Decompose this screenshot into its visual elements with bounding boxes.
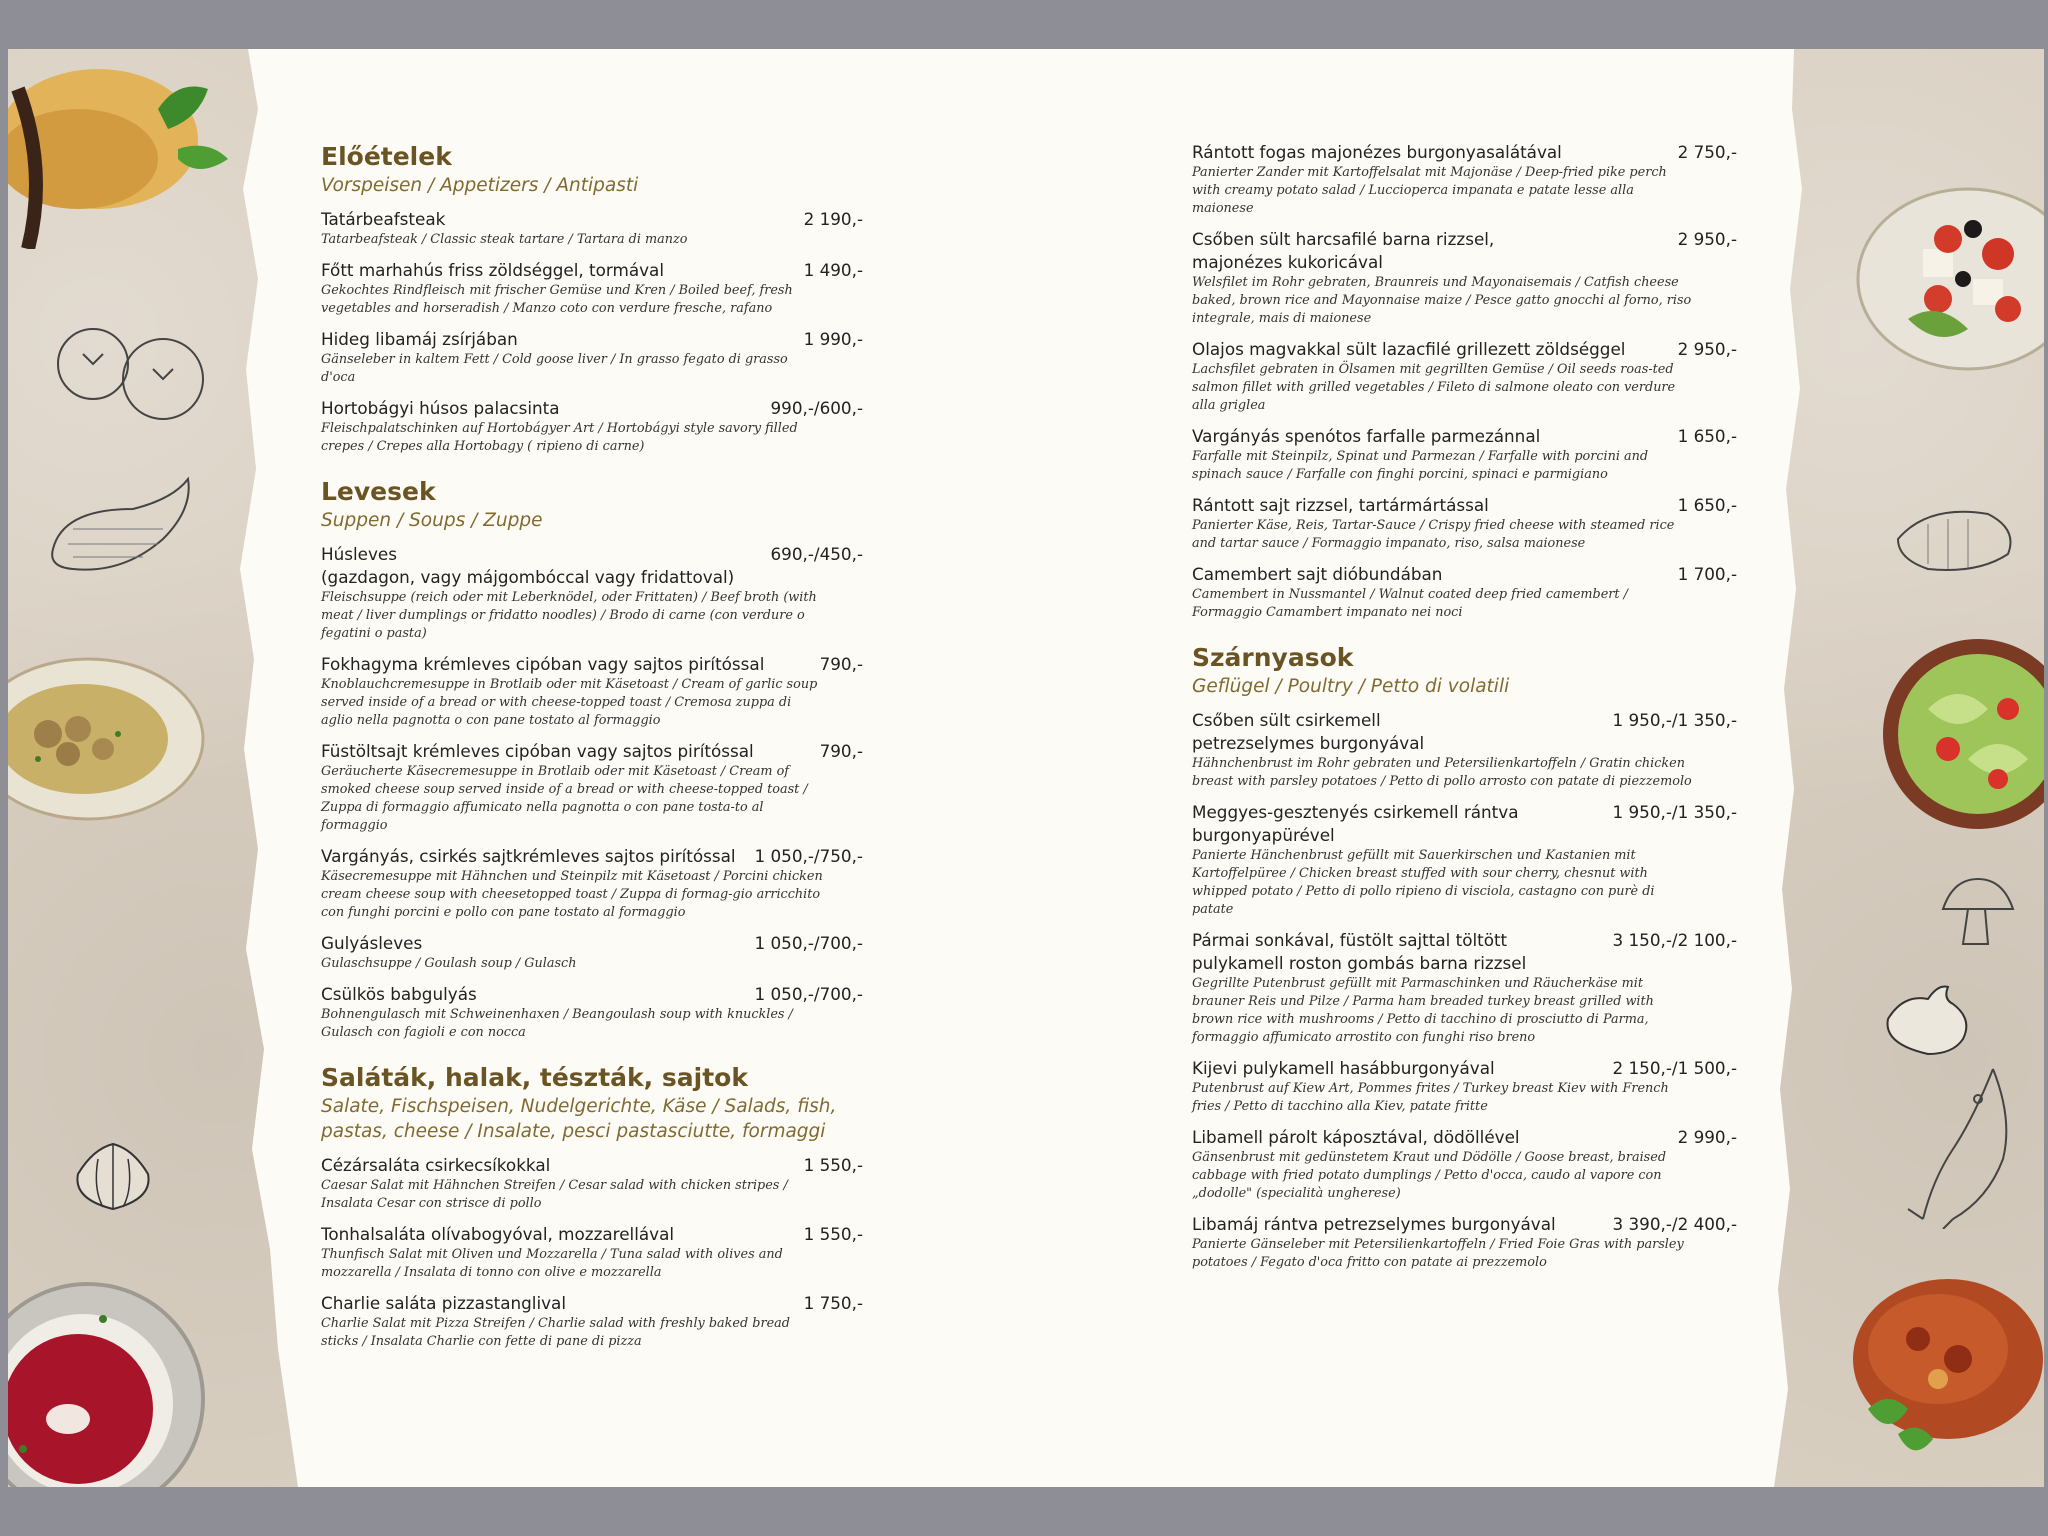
section-subtitle: Salate, Fischspeisen, Nudelgerichte, Käse / Salads, fish, pastas, cheese / Insalate, pesci pastasciutte, formaggi	[321, 1096, 837, 1142]
item-description: Bohnengulasch mit Schweinenhaxen / Beangoulash soup with knuckles / Gulasch con fagioli e con nocca	[321, 1007, 793, 1040]
item-name: Hortobágyi húsos palacsinta	[321, 398, 560, 418]
menu-item-head	[1192, 494, 1737, 517]
item-name: Csülkös babgulyás	[321, 984, 477, 1004]
item-name: Camembert sajt dióbundában	[1192, 564, 1443, 584]
item-name: Hideg libamáj zsírjában	[321, 329, 518, 349]
menu-item-head	[321, 543, 863, 589]
item-description: Gegrillte Putenbrust gefüllt mit Parmaschinken und Räucherkäse mit brauner Reis und Pilze / Parma ham breaded turkey breast grilled with brown rice with mushrooms / Petto di tacchino di prosciutto di Parma, formaggio affumicato arrostito con funghi riso breno	[1192, 976, 1654, 1045]
right-menu-column	[1192, 141, 1737, 1292]
menu-item	[321, 1223, 863, 1282]
item-name: Vargányás spenótos farfalle parmezánnal	[1192, 426, 1541, 446]
item-price: 2 750,-	[1677, 142, 1737, 162]
menu-item	[321, 932, 863, 973]
item-description: Caesar Salat mit Hähnchen Streifen / Cesar salad with chicken stripes / Insalata Cesar con strisce di pollo	[321, 1178, 788, 1211]
item-name: Gulyásleves	[321, 933, 423, 953]
menu-item	[321, 1292, 863, 1351]
item-description: Käsecremesuppe mit Hähnchen und Steinpilz mit Käsetoast / Porcini chicken cream cheese soup with cheesetopped toast / Zuppa di formag-gio arricchito con funghi porcini e pollo con pane tostato al formaggio	[321, 869, 823, 920]
menu-item-head	[1192, 425, 1737, 448]
item-description: Lachsfilet gebraten in Ölsamen mit gegrillten Gemüse / Oil seeds roas-ted salmon fillet with grilled vegetables / Fileto di salmone oleato con verdure alla griglea	[1192, 362, 1676, 413]
menu-item-head	[321, 653, 863, 676]
item-price: 1 700,-	[1677, 564, 1737, 584]
menu-section	[1192, 642, 1737, 1272]
menu-item-head	[1192, 1126, 1737, 1149]
menu-item	[1192, 338, 1737, 415]
section-subtitle: Vorspeisen / Appetizers / Antipasti	[321, 175, 639, 196]
item-price: 1 990,-	[803, 329, 863, 349]
item-description: Gekochtes Rindfleisch mit frischer Gemüse und Kren / Boiled beef, fresh vegetables and horseradish / Manzo coto con verdure fresche, rafano	[321, 283, 793, 316]
item-name: Charlie saláta pizzastanglival	[321, 1293, 566, 1313]
item-description: Fleischsuppe (reich oder mit Leberknödel, oder Frittaten) / Beef broth (with meat / liver dumplings or fridatto noodles) / Brodo di carne (con verdure o fegatini o pasta)	[321, 590, 817, 641]
section-subtitle: Suppen / Soups / Zuppe	[321, 510, 543, 531]
menu-item-head	[321, 932, 863, 955]
greek-salad-image	[1848, 159, 2044, 399]
item-price: 1 050,-/700,-	[754, 984, 863, 1004]
stuffed-chicken-image	[1838, 1259, 2044, 1487]
menu-item	[321, 1154, 863, 1213]
item-name: Cézársaláta csirkecsíkokkal	[321, 1155, 551, 1175]
item-description: Welsfilet im Rohr gebraten, Braunreis und Mayonaisemais / Catfish cheese baked, brown rice and Mayonnaise maize / Pesce gatto gnocchi al forno, riso integrale, mais di maionese	[1192, 275, 1692, 326]
menu-item	[1192, 709, 1737, 791]
item-description: Hähnchenbrust im Rohr gebraten und Petersilienkartoffeln / Gratin chicken breast with parsley potatoes / Petto di pollo arrosto con patate di piezzemolo	[1192, 756, 1692, 789]
item-name: Főtt marhahús friss zöldséggel, tormával	[321, 260, 664, 280]
menu-item-head	[321, 1223, 863, 1246]
item-price: 2 950,-	[1677, 229, 1737, 249]
menu-item-head	[321, 1154, 863, 1177]
tomato-sketch	[48, 309, 218, 429]
item-name: Rántott fogas majonézes burgonyasalátával	[1192, 142, 1562, 162]
menu-item	[321, 983, 863, 1042]
item-description: Camembert in Nussmantel / Walnut coated deep fried camembert / Formaggio Camambert impanato nei noci	[1192, 587, 1628, 620]
item-description: Geräucherte Käsecremesuppe in Brotlaib oder mit Käsetoast / Cream of smoked cheese soup served inside of a bread or with cheese-topped toast / Zuppa di formaggio affumicato nella pagnotta o con pane tosta-to al formaggio	[321, 764, 808, 833]
menu-item-head	[1192, 801, 1737, 847]
item-description: Knoblauchcremesuppe in Brotlaib oder mit Käsetoast / Cream of garlic soup served inside of a bread or with cheese-topped toast / Cremosa zuppa di aglio nella pagnotta o con pane tostato al formaggio	[321, 677, 818, 728]
item-price: 1 050,-/750,-	[754, 846, 863, 866]
item-description: Panierter Zander mit Kartoffelsalat mit Majonäse / Deep-fried pike perch with creamy potato salad / Luccioperca impanata e patate lesse alla maionese	[1192, 165, 1667, 216]
item-price: 990,-/600,-	[770, 398, 863, 418]
section-title: Saláták, halak, tészták, sajtok	[321, 1063, 748, 1092]
menu-item-head	[321, 208, 863, 231]
menu-item-head	[1192, 1057, 1737, 1080]
menu-item-head	[1192, 929, 1737, 975]
menu-item	[1192, 1126, 1737, 1203]
item-price: 1 650,-	[1677, 495, 1737, 515]
menu-item	[321, 740, 863, 835]
item-name: Vargányás, csirkés sajtkrémleves sajtos pirítóssal	[321, 846, 736, 866]
menu-item	[1192, 1213, 1737, 1272]
item-description: Panierter Käse, Reis, Tartar-Sauce / Crispy fried cheese with steamed rice and tartar sauce / Formaggio impanato, riso, salsa maionese	[1192, 518, 1675, 551]
item-price: 1 950,-/1 350,-	[1612, 802, 1737, 822]
green-salad-image	[1878, 629, 2044, 839]
menu-item-head	[321, 845, 863, 868]
item-name: Olajos magvakkal sült lazacfilé grillezett zöldséggel	[1192, 339, 1626, 359]
section-title: Levesek	[321, 477, 436, 506]
menu-section	[321, 476, 863, 1042]
menu-item-head	[1192, 709, 1737, 755]
fish-sketch	[1903, 1059, 2033, 1229]
menu-item-head	[1192, 141, 1737, 164]
item-price: 1 550,-	[803, 1224, 863, 1244]
menu-item-head	[321, 740, 863, 763]
item-price: 3 150,-/2 100,-	[1612, 930, 1737, 950]
beetroot-soup-image	[8, 1279, 218, 1487]
item-name: Fokhagyma krémleves cipóban vagy sajtos pirítóssal	[321, 654, 765, 674]
item-price: 3 390,-/2 400,-	[1612, 1214, 1737, 1234]
menu-item	[1192, 141, 1737, 218]
menu-item	[1192, 929, 1737, 1047]
item-description: Gulaschsuppe / Goulash soup / Gulasch	[321, 956, 577, 971]
item-name: Húsleves (gazdagon, vagy májgombóccal vagy fridattoval)	[321, 544, 735, 587]
menu-item	[321, 845, 863, 922]
section-title: Előételek	[321, 142, 452, 171]
menu-item-head	[1192, 228, 1737, 274]
menu-item	[1192, 563, 1737, 622]
item-price: 2 150,-/1 500,-	[1612, 1058, 1737, 1078]
item-price: 1 490,-	[803, 260, 863, 280]
fish-steak-sketch	[1888, 499, 2028, 579]
item-description: Tatarbeafsteak / Classic steak tartare / Tartara di manzo	[321, 232, 688, 247]
menu-item-head	[321, 983, 863, 1006]
item-name: Csőben sült harcsafilé barna rizzsel, majonézes kukoricával	[1192, 229, 1495, 272]
garlic-sketch	[63, 1139, 163, 1219]
section-subtitle: Geflügel / Poultry / Petto di volatili	[1192, 676, 1510, 697]
menu-item	[1192, 494, 1737, 553]
mushroom-sketch	[1933, 874, 2023, 954]
menu-item	[1192, 228, 1737, 328]
item-description: Panierte Hänchenbrust gefüllt mit Sauerkirschen und Kastanien mit Kartoffelpüree / Chicken breast stuffed with sour cherry, chesnut with whipped potato / Petto di pollo ripieno di visciola, castagno con purè di patate	[1192, 848, 1655, 917]
menu-item	[321, 397, 863, 456]
item-name: Rántott sajt rizzsel, tartármártással	[1192, 495, 1489, 515]
section-title: Szárnyasok	[1192, 643, 1354, 672]
menu-page	[8, 49, 2044, 1487]
menu-item-head	[321, 259, 863, 282]
menu-item-head	[321, 1292, 863, 1315]
item-name: Libamáj rántva petrezselymes burgonyával	[1192, 1214, 1556, 1234]
menu-item-head	[1192, 1213, 1737, 1236]
menu-item-head	[1192, 563, 1737, 586]
item-price: 2 190,-	[803, 209, 863, 229]
left-menu-column	[321, 141, 863, 1371]
item-description: Gänseleber in kaltem Fett / Cold goose liver / In grasso fegato di grasso d'oca	[321, 352, 788, 385]
item-description: Panierte Gänseleber mit Petersilienkartoffeln / Fried Foie Gras with parsley potatoes / Fegato d'oca fritto con patate ai prezzemolo	[1192, 1237, 1684, 1270]
eggplant-sketch	[43, 469, 203, 579]
item-description: Gänsenbrust mit gedünstetem Kraut und Dödölle / Goose breast, braised cabbage with fried potato dumplings / Petto d'occa, caudo al vapore con „dodolle" (specialità ungherese)	[1192, 1150, 1667, 1201]
menu-item	[1192, 1057, 1737, 1116]
item-description: Putenbrust auf Kiew Art, Pommes frites / Turkey breast Kiev with French fries / Petto di tacchino alla Kiev, patate fritte	[1192, 1081, 1669, 1114]
menu-item-head	[321, 328, 863, 351]
item-name: Tonhalsaláta olívabogyóval, mozzarellával	[321, 1224, 675, 1244]
item-price: 2 950,-	[1677, 339, 1737, 359]
menu-section	[321, 141, 863, 456]
item-name: Pármai sonkával, füstölt sajttal töltött pulykamell roston gombás barna rizzsel	[1192, 930, 1527, 973]
item-description: Farfalle mit Steinpilz, Spinat und Parmezan / Farfalle with porcini and spinach sauce / Farfalle con finghi porcini, spinaci e parmigiano	[1192, 449, 1649, 482]
item-description: Thunfisch Salat mit Oliven und Mozzarella / Tuna salad with olives and mozzarella / Insalata di tonno con olive e mozzarella	[321, 1247, 783, 1280]
item-name: Tatárbeafsteak	[321, 209, 446, 229]
menu-item	[321, 208, 863, 249]
item-price: 790,-	[819, 654, 863, 674]
menu-item-head	[1192, 338, 1737, 361]
menu-section	[321, 1062, 863, 1351]
onion-sketch	[1878, 979, 1978, 1059]
menu-item	[321, 543, 863, 643]
item-name: Meggyes-gesztenyés csirkemell rántva burgonyapürével	[1192, 802, 1519, 845]
item-description: Fleischpalatschinken auf Hortobágyer Art / Hortobágyi style savory filled crepes / Crepes alla Hortobagy ( ripieno di carne)	[321, 421, 798, 454]
item-price: 1 050,-/700,-	[754, 933, 863, 953]
item-name: Kijevi pulykamell hasábburgonyával	[1192, 1058, 1495, 1078]
menu-item	[1192, 425, 1737, 484]
menu-item	[321, 653, 863, 730]
menu-item	[321, 259, 863, 318]
meatball-soup-image	[8, 639, 208, 839]
menu-item-head	[321, 397, 863, 420]
menu-section	[1192, 141, 1737, 622]
item-price: 690,-/450,-	[770, 544, 863, 564]
item-price: 1 550,-	[803, 1155, 863, 1175]
item-price: 1 750,-	[803, 1293, 863, 1313]
item-price: 1 650,-	[1677, 426, 1737, 446]
item-price: 2 990,-	[1677, 1127, 1737, 1147]
item-description: Charlie Salat mit Pizza Streifen / Charlie salad with freshly baked bread sticks / Insalata Charlie con fette di pane di pizza	[321, 1316, 790, 1349]
menu-item	[321, 328, 863, 387]
item-price: 1 950,-/1 350,-	[1612, 710, 1737, 730]
item-name: Libamell párolt káposztával, dödöllével	[1192, 1127, 1520, 1147]
menu-item	[1192, 801, 1737, 919]
crepe-with-herbs-image	[8, 49, 268, 249]
item-name: Füstöltsajt krémleves cipóban vagy sajtos pirítóssal	[321, 741, 754, 761]
item-price: 790,-	[819, 741, 863, 761]
item-name: Csőben sült csirkemell petrezselymes burgonyával	[1192, 710, 1425, 753]
